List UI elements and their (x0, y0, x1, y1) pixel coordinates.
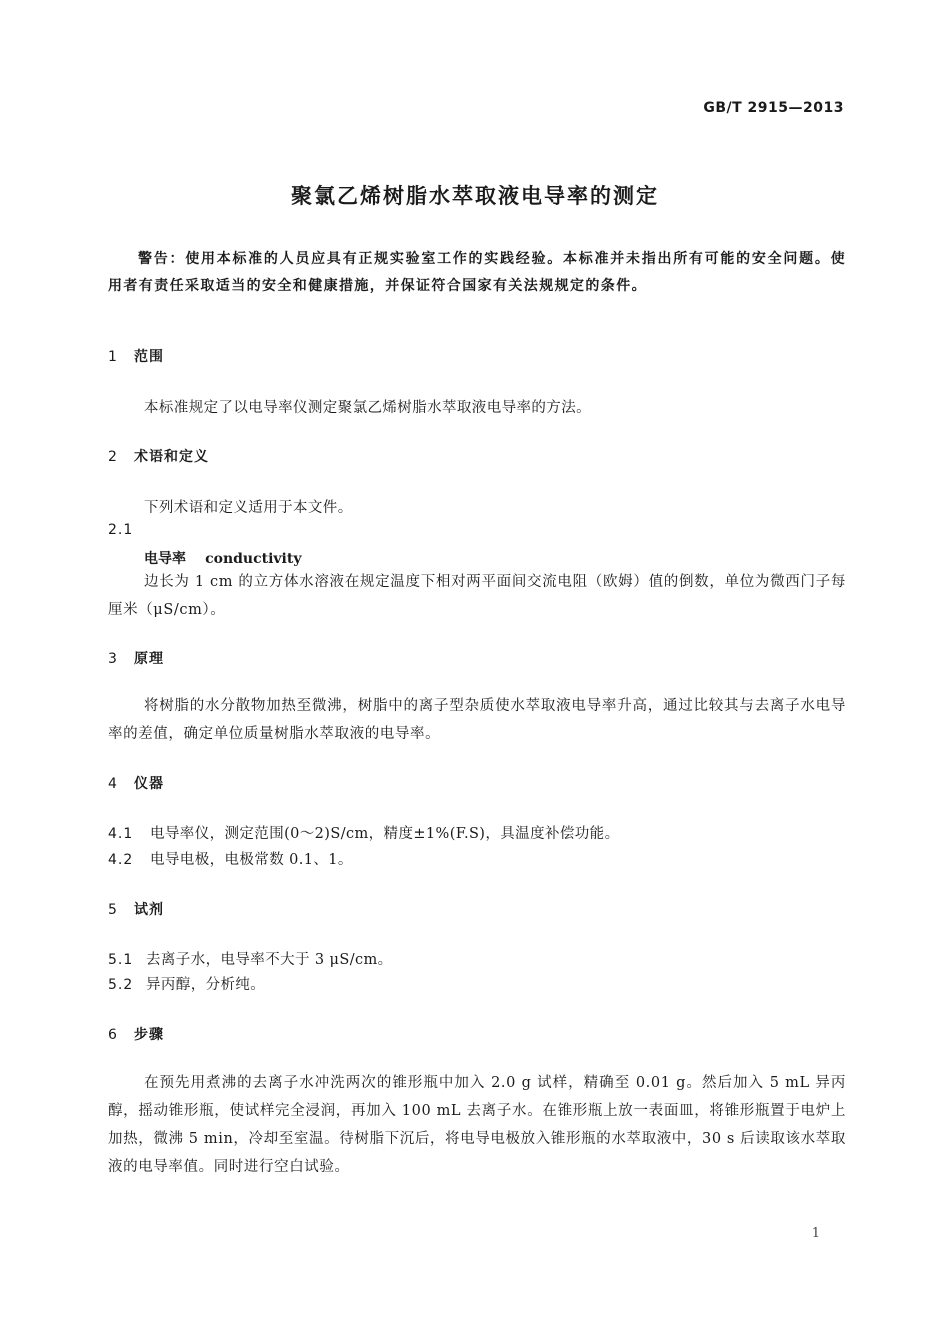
item-text: 电导率仪，测定范围(0～2)S/cm，精度±1%(F.S)，具温度补偿功能。 (150, 826, 620, 842)
section-heading-scope (108, 346, 164, 366)
section-title: 原理 (134, 651, 164, 667)
list-item (108, 822, 619, 843)
warning-paragraph: 警告：使用本标准的人员应具有正规实验室工作的实践经验。本标准并未指出所有可能的安全问题。使用者有责任采取适当的安全和健康措施，并保证符合国家有关法规规定的条件。 (108, 251, 846, 294)
standard-code: GB/T 2915—2013 (703, 100, 844, 116)
item-text: 异丙醇，分析纯。 (146, 977, 266, 993)
item-text: 电导电极，电极常数 0.1、1。 (150, 852, 353, 868)
procedure-text: 在预先用煮沸的去离子水冲洗两次的锥形瓶中加入 2.0 g 试样，精确至 0.01 g。然后加入 5 mL 异丙醇，摇动锥形瓶，使试样完全浸润，再加入 100 mL 去离子水。在锥形瓶上放一表面皿，将锥形瓶置于电炉上加热，微沸 5 min，冷却至室温。待树脂下沉后，将电导电极放入锥形瓶的水萃取液中，30 s 后读取该水萃取液的电导率值。同时进行空白试验。 (108, 1075, 846, 1175)
section-title: 试剂 (134, 902, 164, 918)
clause-number: 2.1 (108, 522, 134, 538)
section-heading-procedure (108, 1024, 164, 1044)
term-definition: 边长为 1 cm 的立方体水溶液在规定温度下相对两平面间交流电阻（欧姆）值的倒数，单位为微西门子每厘米（μS/cm）。 (108, 574, 846, 618)
item-text: 去离子水，电导率不大于 3 μS/cm。 (146, 952, 393, 968)
list-item (108, 848, 353, 869)
section-heading-principle (108, 648, 164, 668)
section-number: 4 (108, 776, 118, 792)
section-title: 术语和定义 (134, 449, 209, 465)
document-title: 聚氯乙烯树脂水萃取液电导率的测定 (291, 184, 659, 208)
section-title: 范围 (134, 349, 164, 365)
principle-text: 将树脂的水分散物加热至微沸，树脂中的离子型杂质使水萃取液电导率升高，通过比较其与去离子水电导率的差值，确定单位质量树脂水萃取液的电导率。 (108, 698, 846, 742)
section-title: 仪器 (134, 776, 164, 792)
section-number: 6 (108, 1027, 118, 1043)
section-number: 2 (108, 449, 118, 465)
section-heading-reagents (108, 899, 164, 919)
section-heading-terms (108, 446, 209, 466)
section-title: 步骤 (134, 1027, 164, 1043)
scope-text: 本标准规定了以电导率仪测定聚氯乙烯树脂水萃取液电导率的方法。 (144, 400, 591, 416)
item-number: 4.1 (108, 826, 134, 842)
terms-intro-text: 下列术语和定义适用于本文件。 (144, 500, 353, 516)
term-chinese: 电导率 (144, 551, 186, 567)
section-heading-apparatus (108, 773, 164, 793)
page-number: 1 (811, 1226, 820, 1241)
term-english: conductivity (205, 551, 302, 567)
item-number: 5.2 (108, 977, 134, 993)
section-number: 3 (108, 651, 118, 667)
item-number: 4.2 (108, 852, 134, 868)
term-entry (144, 548, 301, 568)
list-item (108, 948, 393, 969)
section-number: 5 (108, 902, 118, 918)
list-item (108, 973, 265, 994)
item-number: 5.1 (108, 952, 134, 968)
section-number: 1 (108, 349, 118, 365)
